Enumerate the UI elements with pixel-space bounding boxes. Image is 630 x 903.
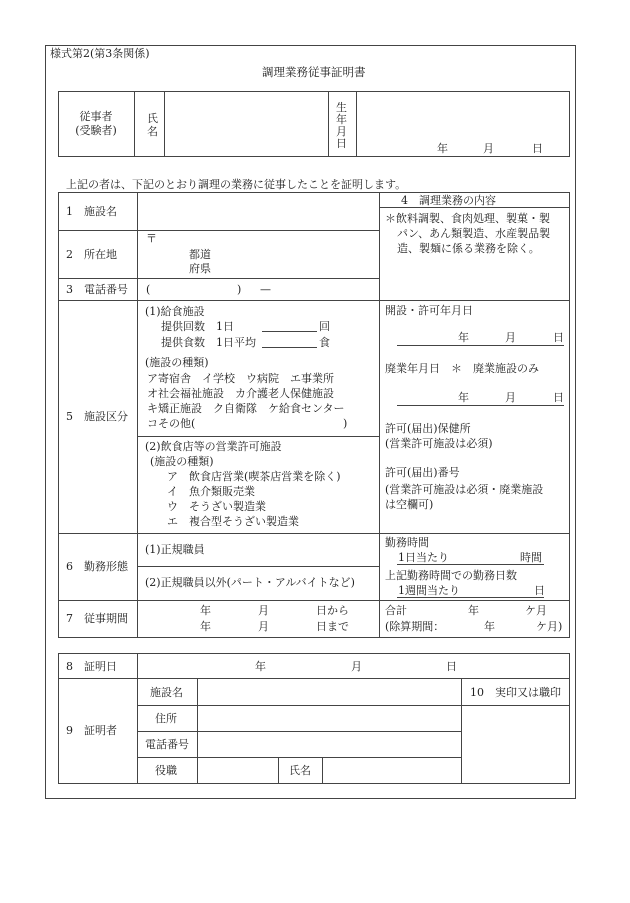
name-label-2: 名	[147, 125, 158, 138]
close-date-day: 日	[553, 391, 564, 404]
period-from-month: 月	[258, 604, 269, 617]
facility-types-title: (施設の種類)	[145, 356, 209, 369]
period-to: 日まで	[316, 620, 349, 633]
certify-statement: 上記の者は、下記のとおり調理の業務に従事したことを証明します。	[66, 178, 407, 191]
restaurant-types-title: (施設の種類)	[150, 455, 214, 468]
work-hours-title: 勤務時間	[385, 536, 429, 549]
certifier-label: 9 証明者	[66, 724, 117, 737]
cert-date-year: 年	[255, 660, 266, 673]
cert-facility-label: 施設名	[150, 686, 183, 699]
serve-count-label: 提供食数 1日平均	[161, 336, 256, 349]
close-date-month: 月	[505, 391, 516, 404]
address-label: 2 所在地	[66, 248, 117, 261]
open-date-label: 開設・許可年月日	[385, 304, 473, 317]
worker-label: 従事者	[79, 110, 113, 123]
serve-count-unit: 食	[319, 336, 330, 349]
worker-sub-label: (受験者)	[75, 124, 117, 137]
certifier-table	[58, 653, 570, 784]
period-label: 7 従事期間	[66, 612, 128, 625]
period-from-year: 年	[200, 604, 211, 617]
serve-times-unit: 回	[319, 320, 330, 333]
cert-phone-label: 電話番号	[145, 738, 189, 751]
content-note-1: ＊飲料調製、食肉処理、製菓・製	[385, 212, 550, 225]
work-days-title: 上記勤務時間での勤務日数	[385, 569, 517, 582]
health-center-note: (営業許可施設は必須)	[385, 437, 493, 450]
close-date-year: 年	[458, 391, 469, 404]
dob-label-2: 年	[336, 113, 347, 126]
phone-paren-close: )	[237, 283, 242, 296]
excluded-period-year: 年	[484, 620, 495, 633]
open-date-year: 年	[458, 331, 469, 344]
phone-label: 3 電話番号	[66, 283, 128, 296]
dob-day: 日	[532, 142, 543, 155]
close-date-label: 廃業年月日 ＊ 廃業施設のみ	[385, 362, 539, 375]
phone-paren-open: (	[146, 283, 151, 296]
facility-types-2: オ社会福祉施設 カ介護老人保健施設	[147, 387, 334, 400]
days-per-week: 1週間当たり	[398, 584, 460, 597]
facility-types-4-close: )	[343, 417, 348, 430]
period-total-month: ケ月	[525, 604, 547, 617]
period-to-month: 月	[258, 620, 269, 633]
excluded-period-label: (除算期間：	[385, 620, 445, 633]
dob-label-1: 生	[336, 101, 347, 114]
period-total-year: 年	[468, 604, 479, 617]
dob-label-4: 日	[336, 137, 347, 150]
permit-number-label: 許可(届出)番号	[385, 466, 460, 479]
restaurant-type-u: ウ そうざい製造業	[167, 500, 266, 513]
form-title: 調理業務従事証明書	[262, 65, 366, 79]
excluded-period-month: ケ月)	[536, 620, 563, 633]
cert-name-label: 氏名	[289, 764, 311, 777]
facility-types-3: キ矯正施設 ク自衛隊 ケ給食センター	[147, 402, 345, 415]
cert-address-label: 住所	[155, 712, 177, 725]
hours-unit: 時間	[520, 551, 542, 564]
meal-facility-title: (1)給食施設	[145, 305, 205, 318]
permit-note-2: は空欄可)	[385, 498, 434, 511]
form-number: 様式第2(第3条関係)	[50, 47, 150, 60]
content-note-3: 造、製麺に係る業務を除く。	[397, 242, 540, 255]
content-note-2: パン、あん類製造、水産製品製	[397, 227, 551, 240]
health-center-label: 許可(届出)保健所	[385, 422, 471, 435]
period-to-year: 年	[200, 620, 211, 633]
days-unit: 日	[534, 584, 545, 597]
content-heading: 4 調理業務の内容	[401, 194, 496, 207]
cert-date-month: 月	[351, 660, 362, 673]
dob-month: 月	[483, 142, 494, 155]
name-label-1: 氏	[147, 112, 158, 125]
open-date-month: 月	[505, 331, 516, 344]
permit-note-1: (営業許可施設は必須・廃業施設	[385, 483, 544, 496]
fulltime-option: (1)正規職員	[145, 543, 205, 556]
restaurant-type-i: イ 魚介類販売業	[167, 485, 255, 498]
facility-types-4: コその他(	[147, 417, 196, 430]
restaurant-title: (2)飲食店等の営業許可施設	[145, 440, 282, 453]
dob-year: 年	[437, 142, 448, 155]
serve-times-label: 提供回数 1日	[161, 320, 234, 333]
period-from: 日から	[316, 604, 349, 617]
work-style-label: 6 勤務形態	[66, 560, 128, 573]
category-label: 5 施設区分	[66, 410, 128, 423]
period-total-label: 合計	[385, 604, 407, 617]
hours-per-day: 1日当たり	[398, 551, 449, 564]
phone-dash: —	[260, 283, 271, 296]
prefecture-2: 府県	[189, 262, 211, 275]
parttime-option: (2)正規職員以外(パート・アルバイトなど)	[145, 576, 355, 589]
dob-label-3: 月	[336, 125, 347, 138]
facility-types-1: ア寄宿舎 イ学校 ウ病院 エ事業所	[147, 372, 334, 385]
prefecture-1: 都道	[189, 248, 211, 261]
postal-mark: 〒	[146, 232, 157, 245]
cert-date-label: 8 証明日	[66, 660, 117, 673]
seal-label: 10 実印又は職印	[470, 686, 561, 699]
cert-position-label: 役職	[155, 764, 177, 777]
cert-date-day: 日	[446, 660, 457, 673]
facility-name-label: 1 施設名	[66, 205, 117, 218]
open-date-day: 日	[553, 331, 564, 344]
restaurant-type-e: エ 複合型そうざい製造業	[167, 515, 299, 528]
restaurant-type-a: ア 飲食店営業(喫茶店営業を除く)	[167, 470, 341, 483]
